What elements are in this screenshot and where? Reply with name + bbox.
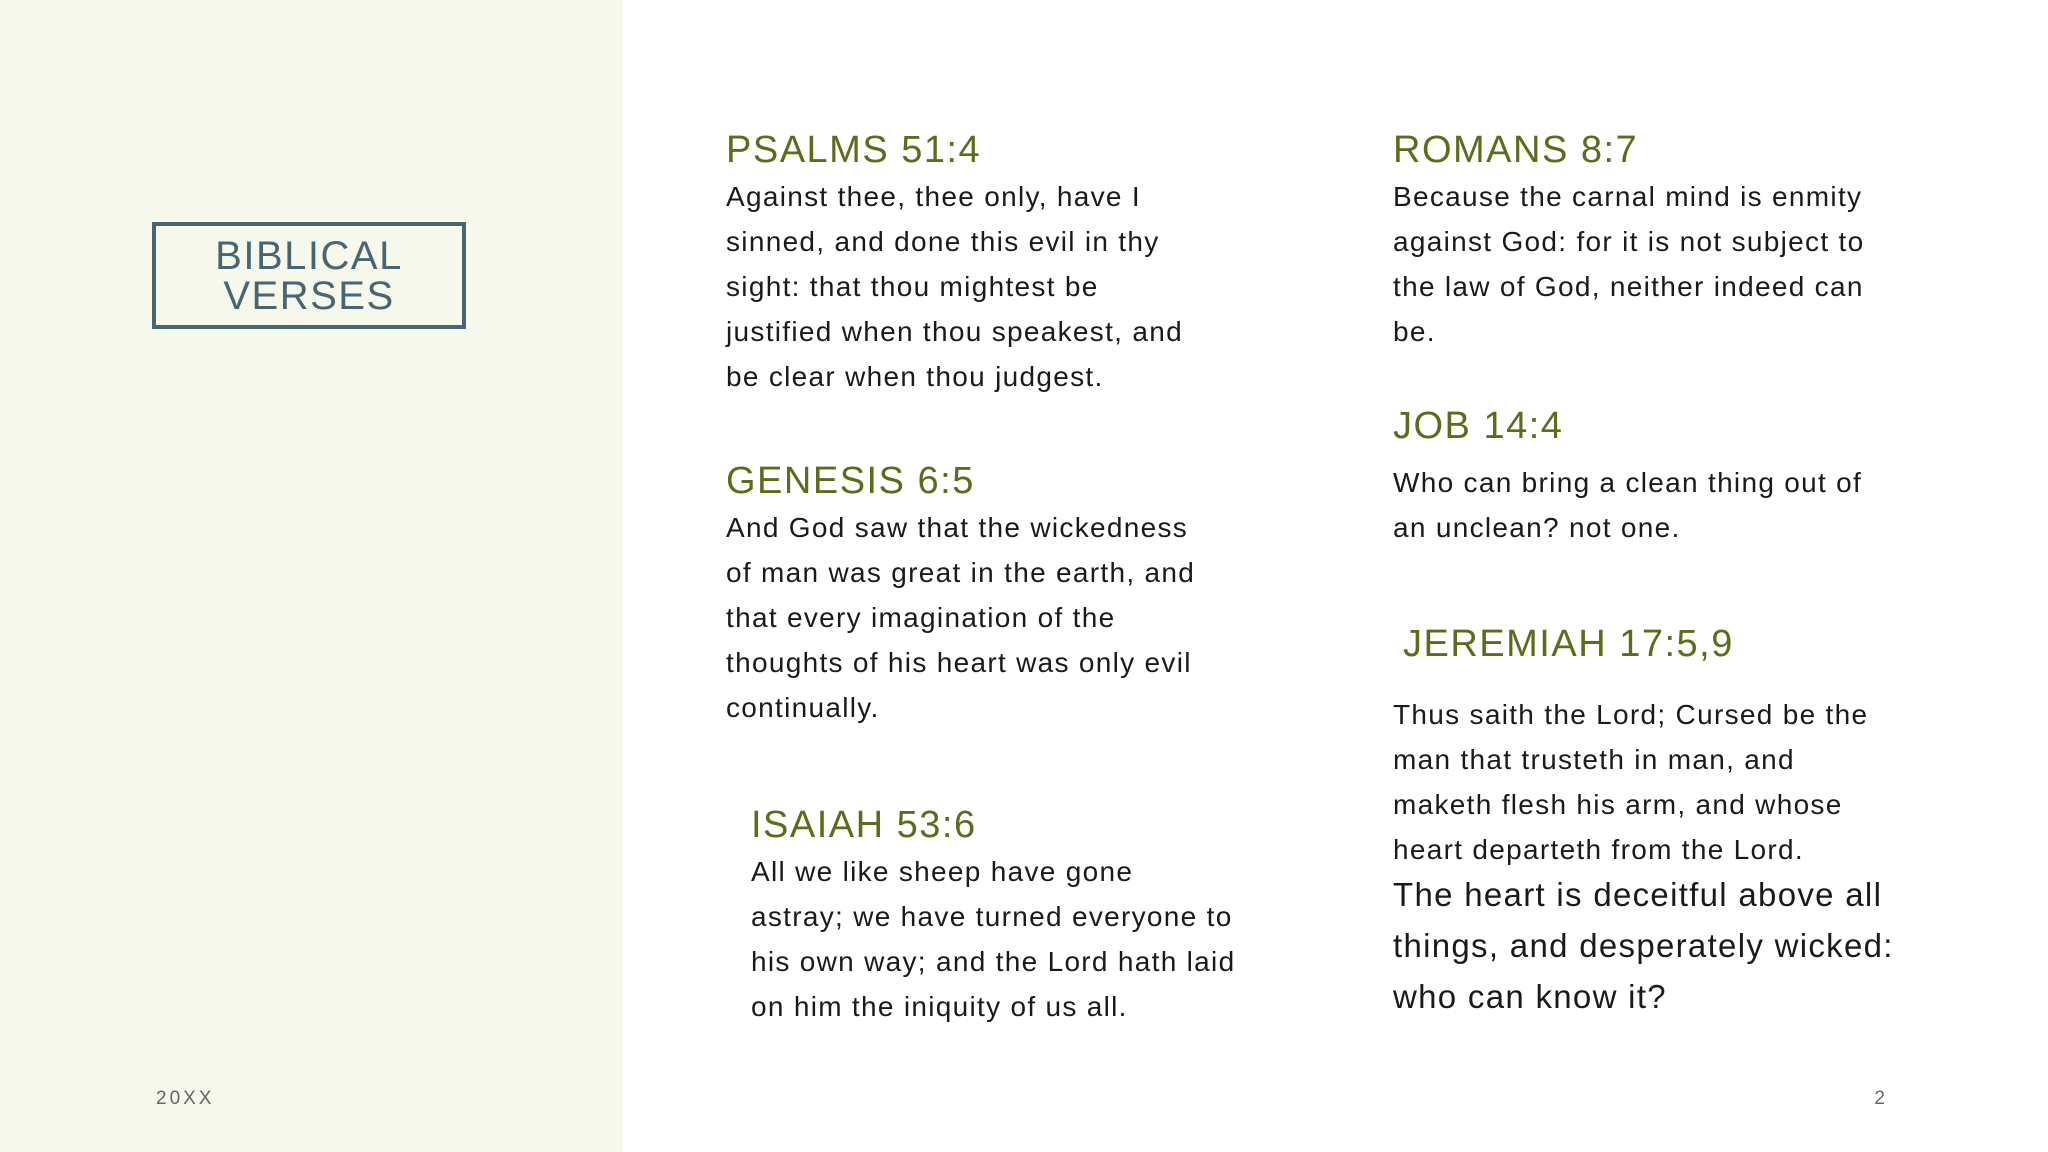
page-number: 2 bbox=[1874, 1088, 1885, 1109]
verse-text: Because the carnal mind is enmity against God: for it is not subject to the law of God, neither indeed can be. bbox=[1393, 181, 1865, 347]
verse-genesis bbox=[726, 459, 1195, 730]
section-title-box bbox=[152, 222, 466, 329]
footer-year: 20XX bbox=[156, 1088, 215, 1109]
verse-heading: PSALMS 51:4 bbox=[726, 129, 982, 171]
verse-text: Thus saith the Lord; Cursed be the man that trusteth in man, and maketh flesh his arm, and whose heart departeth from the Lord. bbox=[1393, 699, 1869, 865]
verse-isaiah bbox=[751, 803, 1235, 1029]
verse-heading: JOB 14:4 bbox=[1393, 405, 1564, 447]
verse-jeremiah bbox=[1393, 622, 1894, 1022]
verse-heading: GENESIS 6:5 bbox=[726, 460, 975, 502]
section-title: BIBLICAL VERSES bbox=[215, 233, 403, 318]
verse-text: All we like sheep have gone astray; we have turned everyone to his own way; and the Lord hath laid on him the iniquity of us all. bbox=[751, 856, 1236, 1022]
verse-heading: JEREMIAH 17:5,9 bbox=[1403, 623, 1734, 665]
sidebar-panel bbox=[0, 0, 622, 1152]
verse-job bbox=[1393, 404, 1862, 550]
verse-romans bbox=[1393, 128, 1864, 354]
verse-text: Who can bring a clean thing out of an unclean? not one. bbox=[1393, 467, 1863, 543]
verse-text: And God saw that the wickedness of man was great in the earth, and that every imagination of the thoughts of his heart was only evil continually. bbox=[726, 512, 1196, 723]
verse-psalms bbox=[726, 128, 1183, 399]
verse-heading: ISAIAH 53:6 bbox=[751, 804, 977, 846]
verse-text-continued: The heart is deceitful above all things, and desperately wicked: who can know it? bbox=[1393, 876, 1894, 1015]
verse-text: Against thee, thee only, have I sinned, and done this evil in thy sight: that thou mightest be justified when thou speakest, and be clear when thou judgest. bbox=[726, 181, 1183, 392]
verse-heading: ROMANS 8:7 bbox=[1393, 129, 1639, 171]
